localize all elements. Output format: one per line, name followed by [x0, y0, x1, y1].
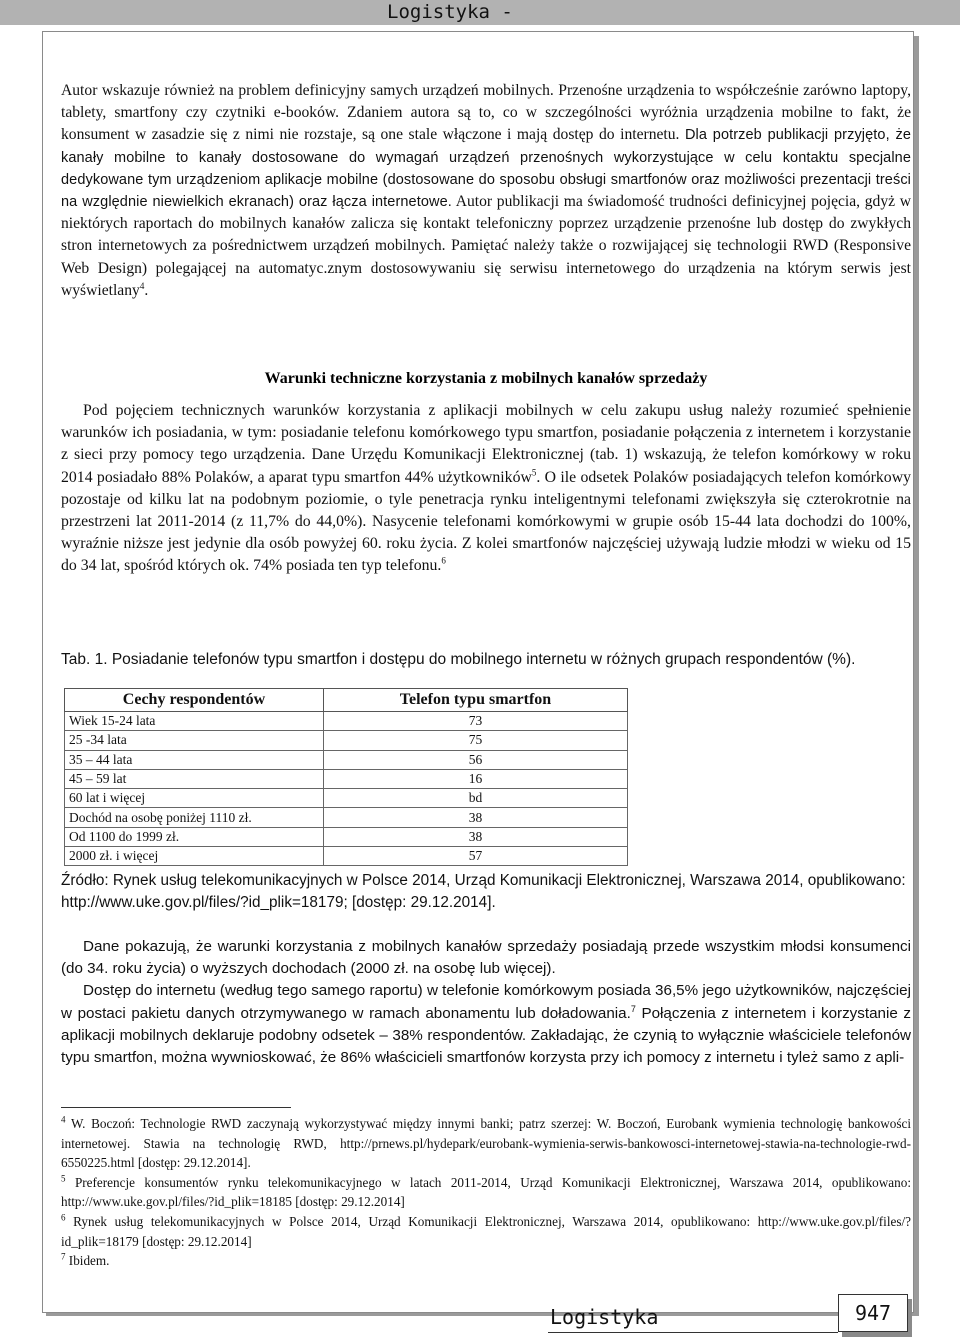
- row-label: 60 lat i więcej: [65, 789, 324, 808]
- table-source: Źródło: Rynek usług telekomunikacyjnych w Polsce 2014, Urząd Komunikacji Elektronicznej, Warszawa 2014, opublikowano: http://www.uke.gov.pl/files/?id_plik=18179; [dostęp: 29.12.2014].: [61, 872, 906, 911]
- table-row: [65, 731, 628, 750]
- row-value: 57: [323, 847, 627, 866]
- closing-text-2: [61, 980, 911, 1069]
- footnote-5: [61, 1173, 911, 1212]
- footnote-ref-6[interactable]: 6: [441, 556, 446, 567]
- row-value: 16: [323, 769, 627, 788]
- section-text-2: . O ile odsetek Polaków posiadających telefon komórkowy pozostaje od kilku lat na podobnym poziomie, o tyle penetracja rynku inteligentnymi telefonami zwiększyła się czterokrotnie na przestrzeni lat 2011-2014 (z 11,7% do 44,0%). Nasycenie telefonami komórkowymi w grupie osób 15-44 lata dochodzi do 100%, wyraźnie niższe jest jedynie dla osób powyżej 60. roku życia. Z kolei smartfonów najczęściej używają ludzie młodzi w wieku od 15 do 34 lat, spośród których ok. 74% posiada ten typ telefonu.: [61, 468, 912, 575]
- intro-serif-text: Autor wskazuje również na problem definicyjny samych urządzeń mobilnych. Przenośne urządzenia to współcześnie zarówno laptopy, tablety, smartfony czy czytniki e-booków. Zdaniem autora są to, co w szczególności wyróżnia urządzenia mobilne to fakt, że konsument w zasadzie się z nimi nie rozstaje, są one stale włączone i mają dostęp do internetu.: [61, 82, 911, 144]
- column-header-respondents: Cechy respondentów: [65, 689, 324, 712]
- table-row: [65, 808, 628, 827]
- table-caption: Tab. 1. Posiadanie telefonów typu smartfon i dostępu do mobilnego internetu w różnych grupach respondentów (%).: [61, 651, 856, 668]
- intro-serif-text-2: Autor publikacji ma świadomość trudności definicyjnej pojęcia, gdyż w niektórych raportach do mobilnych kanałów zalicza się kontakt telefoniczny poprzez urządzenie przenośne lub dostęp do zwykłych stron internetowych za pośrednictwem urządzeń mobilnych. Pamiętać należy także o rozwijającej się technologii RWD (Responsive Web Design) polegającej na automatyc.znym dostosowywaniu się serwisu internetowego do urządzenia na którym serwis jest wyświetlany: [61, 193, 912, 299]
- table-row: [65, 769, 628, 788]
- intro-paragraph: [61, 80, 911, 302]
- footnote-number: 6: [61, 1212, 66, 1223]
- row-value: bd: [323, 789, 627, 808]
- row-label: 25 -34 lata: [65, 731, 324, 750]
- column-header-smartphone: Telefon typu smartfon: [323, 689, 627, 712]
- closing-paragraph: [61, 936, 911, 1069]
- section-text-1: Pod pojęciem technicznych warunków korzystania z aplikacji mobilnych w celu zakupu usług należy rozumieć spełnienie warunków ich posiadania, w tym: posiadanie telefonu komórkowego typu smartfon, posiadanie połączenia z internetem i korzystanie z sieci przy pomocy tego urządzenia. Dane Urzędu Komunikacji Elektronicznej (tab. 1) wskazują, że telefon komórkowy w roku 2014 posiadało 88% Polaków, a aparat typu smartfon 44% użytkowników: [61, 402, 911, 486]
- page-number: 947: [838, 1294, 908, 1332]
- data-table: [64, 688, 628, 866]
- closing-line-2a: Dostęp do internetu (według tego samego raportu) w telefonie komórkowym posiada 36,5% jego użytkowników, najczęściej w postaci pakietu danych otrzymywanego w ramach abonamentu lub doładowania.: [61, 982, 911, 1022]
- footnote-ref-4[interactable]: 4: [139, 280, 145, 291]
- closing-line-1: Dane pokazują, że warunki korzystania z mobilnych kanałów sprzedaży posiadają przede wszystkim młodsi konsumenci (do 34. roku życia) o wyższych dochodach (2000 zł. na osobę lub więcej).: [61, 938, 911, 978]
- section-paragraph: [61, 400, 911, 578]
- table-header-row: [65, 689, 628, 712]
- table-row: [65, 750, 628, 769]
- intro-end: .: [144, 281, 149, 299]
- closing-line-2b: Połączenia z internetem i korzystanie z aplikacji mobilnych deklaruje podobny odsetek – 38% respondentów. Zakładając, że czynią to wyłącznie właściciele telefonów typu smartfon, można wywnioskować, że 86% właścicieli smartfonów korzysta przy ich pomocy z internetu i tyleż samo z apli-: [61, 1004, 912, 1067]
- footnote-text: Preferencje konsumentów rynku telekomunikacyjnego w latach 2011-2014, Urząd Komunikacji Elektronicznej, Warszawa 2014, opublikowano: http://www.uke.gov.pl/files/?id_plik=18185 [dostęp: 29.12.2014]: [61, 1174, 912, 1210]
- running-header-bar: [0, 0, 960, 25]
- table-row: [65, 827, 628, 846]
- closing-text-1: [61, 936, 911, 980]
- section-heading: Warunki techniczne korzystania z mobilnych kanałów sprzedaży: [264, 370, 708, 387]
- footnote-text: W. Boczoń: Technologie RWD zaczynają wykorzystywać między innymi banki; patrz szerzej: W. Boczoń, Eurobank wymienia technologię bankowości internetowej. Stawia na technologię RWD, http://prnews.pl/hydepark/eurobank-wymienia-serwis-bankowosci-internetowej-stawia-na-technologie-rwd-6550225.html [dostęp: 29.12.2014].: [61, 1116, 911, 1171]
- footnotes: [61, 1114, 911, 1271]
- row-label: 35 – 44 lata: [65, 750, 324, 769]
- table-row: [65, 712, 628, 731]
- row-label: Od 1100 do 1999 zł.: [65, 827, 324, 846]
- footnote-ref-7[interactable]: 7: [630, 1003, 636, 1014]
- row-label: 2000 zł. i więcej: [65, 847, 324, 866]
- row-value: 73: [323, 712, 627, 731]
- row-value: 56: [323, 750, 627, 769]
- row-value: 38: [323, 808, 627, 827]
- footer-rule: [548, 1332, 838, 1333]
- footnote-4: [61, 1114, 911, 1173]
- row-label: Wiek 15-24 lata: [65, 712, 324, 731]
- footnote-text: Ibidem.: [68, 1253, 110, 1269]
- running-header-title: Logistyka -: [387, 1, 513, 23]
- row-value: 75: [323, 731, 627, 750]
- footnote-separator: [61, 1107, 291, 1108]
- row-label: Dochód na osobę poniżej 1110 zł.: [65, 808, 324, 827]
- footer-journal-name: Logistyka: [550, 1305, 659, 1329]
- footnote-6: [61, 1212, 911, 1251]
- page-frame: [42, 31, 914, 1313]
- footnote-number: 5: [61, 1173, 66, 1184]
- footnote-number: 7: [61, 1251, 66, 1262]
- row-value: 38: [323, 827, 627, 846]
- footnote-ref-5[interactable]: 5: [531, 467, 537, 478]
- footnote-text: Rynek usług telekomunikacyjnych w Polsce 2014, Urząd Komunikacji Elektronicznej, Warszawa 2014, opublikowano: http://www.uke.gov.pl/files/?id_plik=18179 [dostęp: 29.12.2014]: [61, 1213, 912, 1249]
- row-label: 45 – 59 lat: [65, 769, 324, 788]
- intro-sans-text: Dla potrzeb publikacji przyjęto, że kanały mobilne to kanały dostosowane do wymagań urządzeń przenośnych wykorzystujące w celu kontaktu specjalne dedykowane tym urządzeniom aplikacje mobilne (dostosowane do sposobu obsługi smartfonów oraz możliwości prezentacji treści na względnie niewielkich ekranach) oraz łącza internetowe.: [61, 127, 911, 211]
- table-row: [65, 847, 628, 866]
- table-row: [65, 789, 628, 808]
- footnote-number: 4: [61, 1114, 66, 1125]
- footnote-7: [61, 1251, 911, 1271]
